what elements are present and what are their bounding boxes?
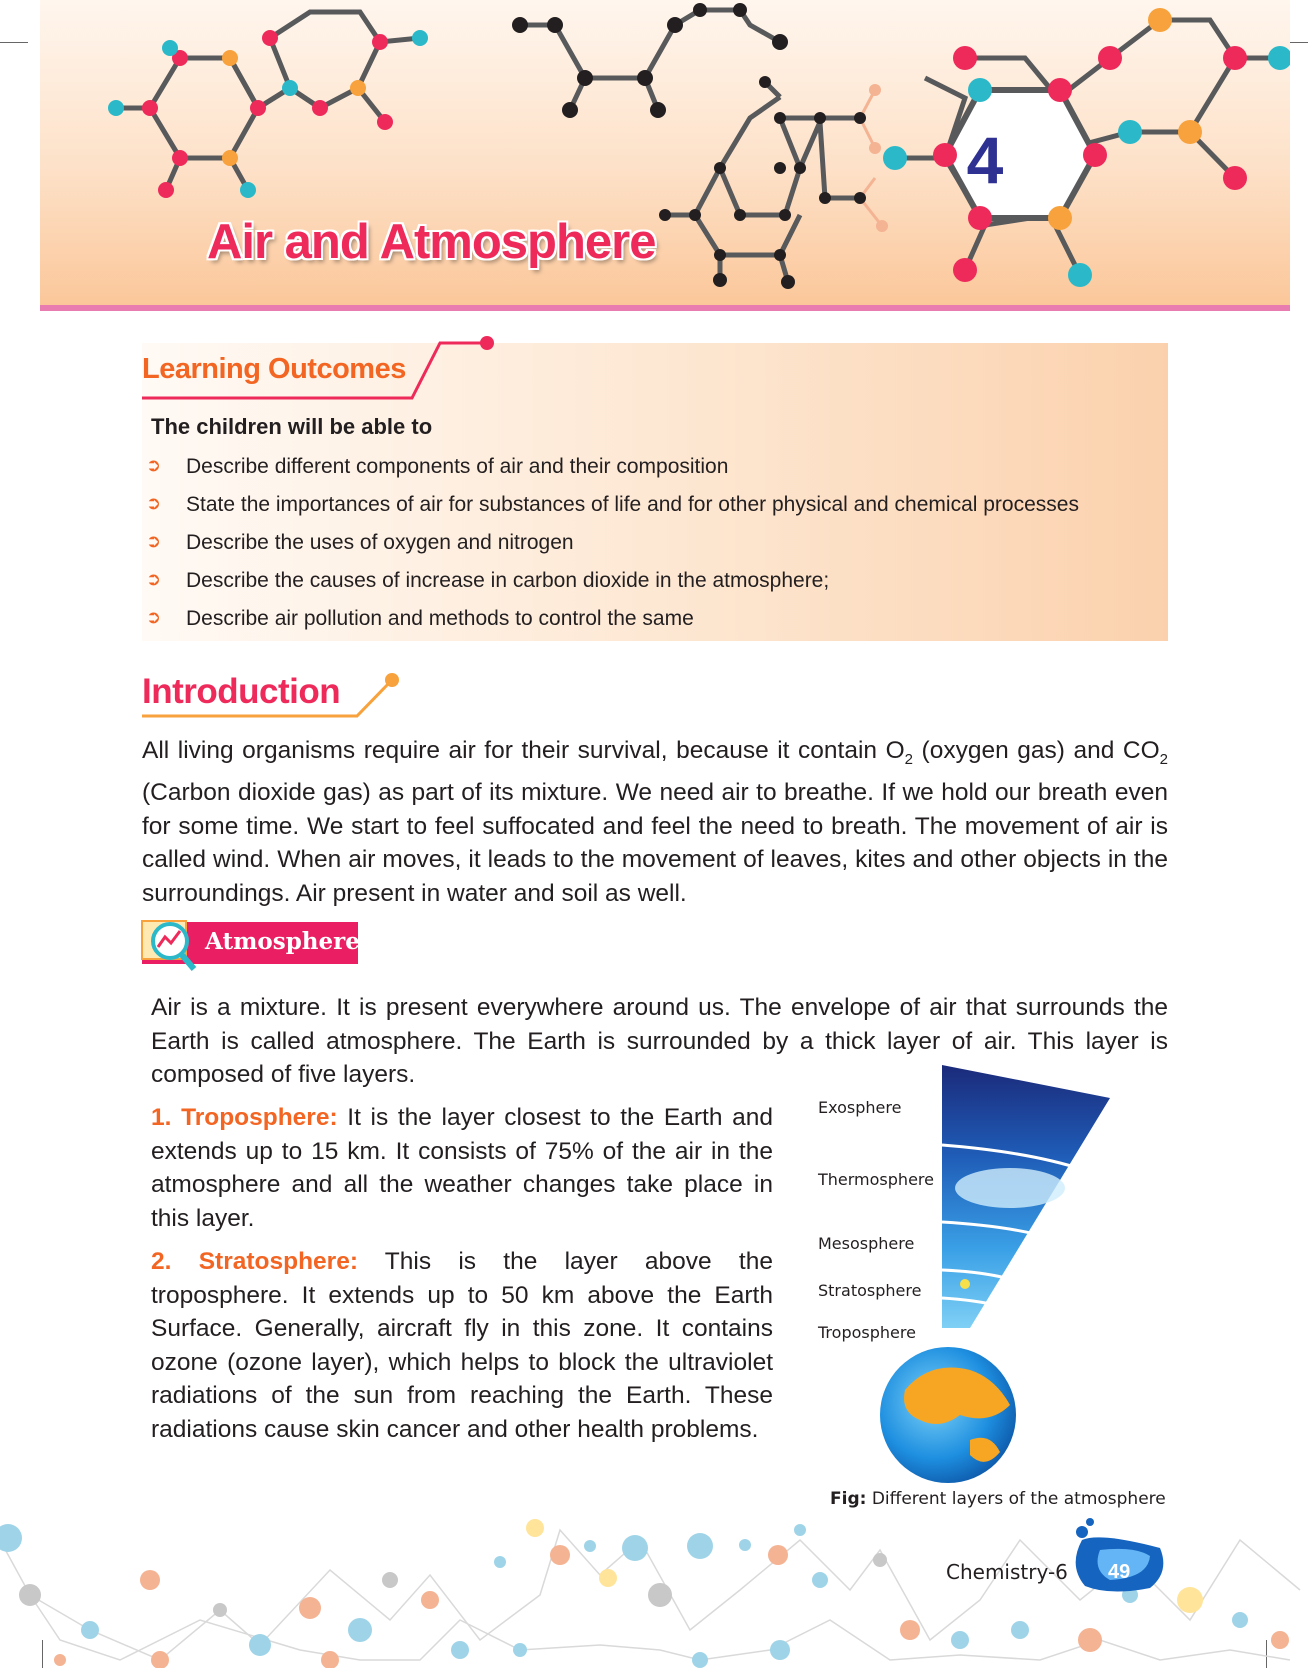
magnifier-chart-icon — [138, 915, 200, 975]
arrow-bullet-icon: ➲ — [146, 607, 162, 627]
layer-text: It is the layer closest to the Earth and extends up to 15 km. It consists of 75% of the air in the atmosphere and all the weather changes take place in this layer. — [151, 1104, 773, 1232]
crop-mark — [0, 42, 28, 43]
book-name: Chemistry-6 — [946, 1560, 1068, 1584]
list-item-text: Describe different components of air and their composition — [186, 455, 729, 478]
figure-label: Thermosphere — [818, 1170, 934, 1189]
figure-label: Stratosphere — [818, 1281, 922, 1300]
figure-label: Troposphere — [818, 1323, 916, 1342]
atmosphere-layers-figure — [860, 1060, 1120, 1490]
header-divider — [40, 305, 1290, 311]
introduction-paragraph: All living organisms require air for their survival, because it contain $O_2$ (oxygen gas) and $CO_2$ (Carbon dioxide gas) as part of its mixture. We need air to breathe. If we hold our breath even for some time. We start to feel suffocated and feel the need to breath. The movement of air is called wind. When air moves, it leads to the movement of leaves, kites and other objects in the surroundings. Air present in water and soil as well. — [142, 737, 1168, 907]
layer-item — [151, 1245, 773, 1446]
atmosphere-paragraph: Air is a mixture. It is present everywhere around us. The envelope of air that surrounds the Earth is called atmosphere. The Earth is surrounded by a thick layer of air. This layer is composed of five layers. — [151, 994, 1168, 1088]
learning-outcomes-heading: Learning Outcomes — [142, 353, 406, 385]
arrow-bullet-icon: ➲ — [146, 493, 162, 513]
layer-number: 2. — [151, 1248, 172, 1275]
list-item-text: State the importances of air for substances of life and for other physical and chemical processes — [186, 493, 1079, 516]
figure-label: Mesosphere — [818, 1234, 915, 1253]
layer-item — [151, 1101, 773, 1235]
list-item-text: Describe the uses of oxygen and nitrogen — [186, 531, 574, 554]
arrow-bullet-icon: ➲ — [146, 569, 162, 589]
chapter-title: Air and Atmosphere — [207, 215, 656, 269]
section-tag-label: Atmosphere — [205, 928, 360, 955]
layer-name: Stratosphere: — [198, 1248, 358, 1275]
list-item-text: Describe air pollution and methods to control the same — [186, 607, 694, 630]
figure-caption: Fig: Different layers of the atmosphere — [830, 1489, 1166, 1509]
introduction-heading: Introduction — [142, 672, 341, 711]
arrow-bullet-icon: ➲ — [146, 455, 162, 475]
molecule-footer-decoration — [0, 1500, 1308, 1668]
learning-outcomes-subheading: The children will be able to — [151, 414, 433, 439]
figure-label: Exosphere — [818, 1098, 902, 1117]
page-number: 49 — [1108, 1561, 1131, 1583]
arrow-bullet-icon: ➲ — [146, 531, 162, 551]
chapter-number: 4 — [966, 123, 1004, 197]
layer-number: 1. — [151, 1104, 172, 1131]
layer-text: This is the layer above the troposphere. It extends up to 50 km above the Earth Surface. Generally, aircraft fly in this zone. It contains ozone (ozone layer), which helps to block the ultraviolet radiations of the sun from reaching the Earth. These radiations cause skin cancer and other health problems. — [151, 1248, 773, 1443]
layer-name: Troposphere: — [181, 1104, 338, 1131]
list-item-text: Describe the causes of increase in carbon dioxide in the atmosphere; — [186, 569, 830, 592]
